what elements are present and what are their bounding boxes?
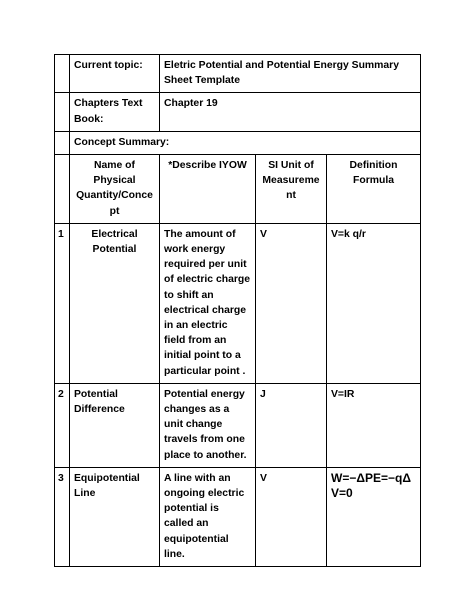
row-number: 2: [55, 383, 70, 467]
current-topic-value: Eletric Potential and Potential Energy Summary Sheet Template: [160, 55, 421, 93]
definition-formula: W=−ΔPE=−qΔV=0: [327, 467, 421, 566]
column-header-name: Name of Physical Quantity/Concept: [70, 155, 160, 224]
chapters-label: Chapters Text Book:: [70, 93, 160, 131]
definition-formula: V=IR: [327, 383, 421, 467]
table-row: [55, 467, 421, 566]
current-topic-label: Current topic:: [70, 55, 160, 93]
column-header-row: [55, 155, 421, 224]
si-unit: V: [256, 223, 327, 383]
si-unit: J: [256, 383, 327, 467]
quantity-name: Electrical Potential: [70, 223, 160, 383]
current-topic-row: [55, 55, 421, 93]
blank-cell: [55, 93, 70, 131]
summary-sheet-table: [54, 54, 421, 567]
blank-cell: [55, 155, 70, 224]
table-row: [55, 383, 421, 467]
column-header-si-unit: SI Unit of Measurement: [256, 155, 327, 224]
quantity-name: Potential Difference: [70, 383, 160, 467]
table-row: [55, 223, 421, 383]
si-unit: V: [256, 467, 327, 566]
blank-cell: [55, 55, 70, 93]
column-header-describe: *Describe IYOW: [160, 155, 256, 224]
quantity-description: Potential energy changes as a unit change travels from one place to another.: [160, 383, 256, 467]
chapters-row: [55, 93, 421, 131]
row-number: 3: [55, 467, 70, 566]
concept-summary-row: [55, 131, 421, 154]
definition-formula: V=k q/r: [327, 223, 421, 383]
blank-cell: [55, 131, 70, 154]
quantity-name: Equipotential Line: [70, 467, 160, 566]
concept-summary-label: Concept Summary:: [70, 131, 421, 154]
column-header-formula: Definition Formula: [327, 155, 421, 224]
quantity-description: The amount of work energy required per unit of electric charge to shift an electrical charge in an electric field from an initial point to a particular point .: [160, 223, 256, 383]
quantity-description: A line with an ongoing electric potential is called an equipotential line.: [160, 467, 256, 566]
chapters-value: Chapter 19: [160, 93, 421, 131]
row-number: 1: [55, 223, 70, 383]
